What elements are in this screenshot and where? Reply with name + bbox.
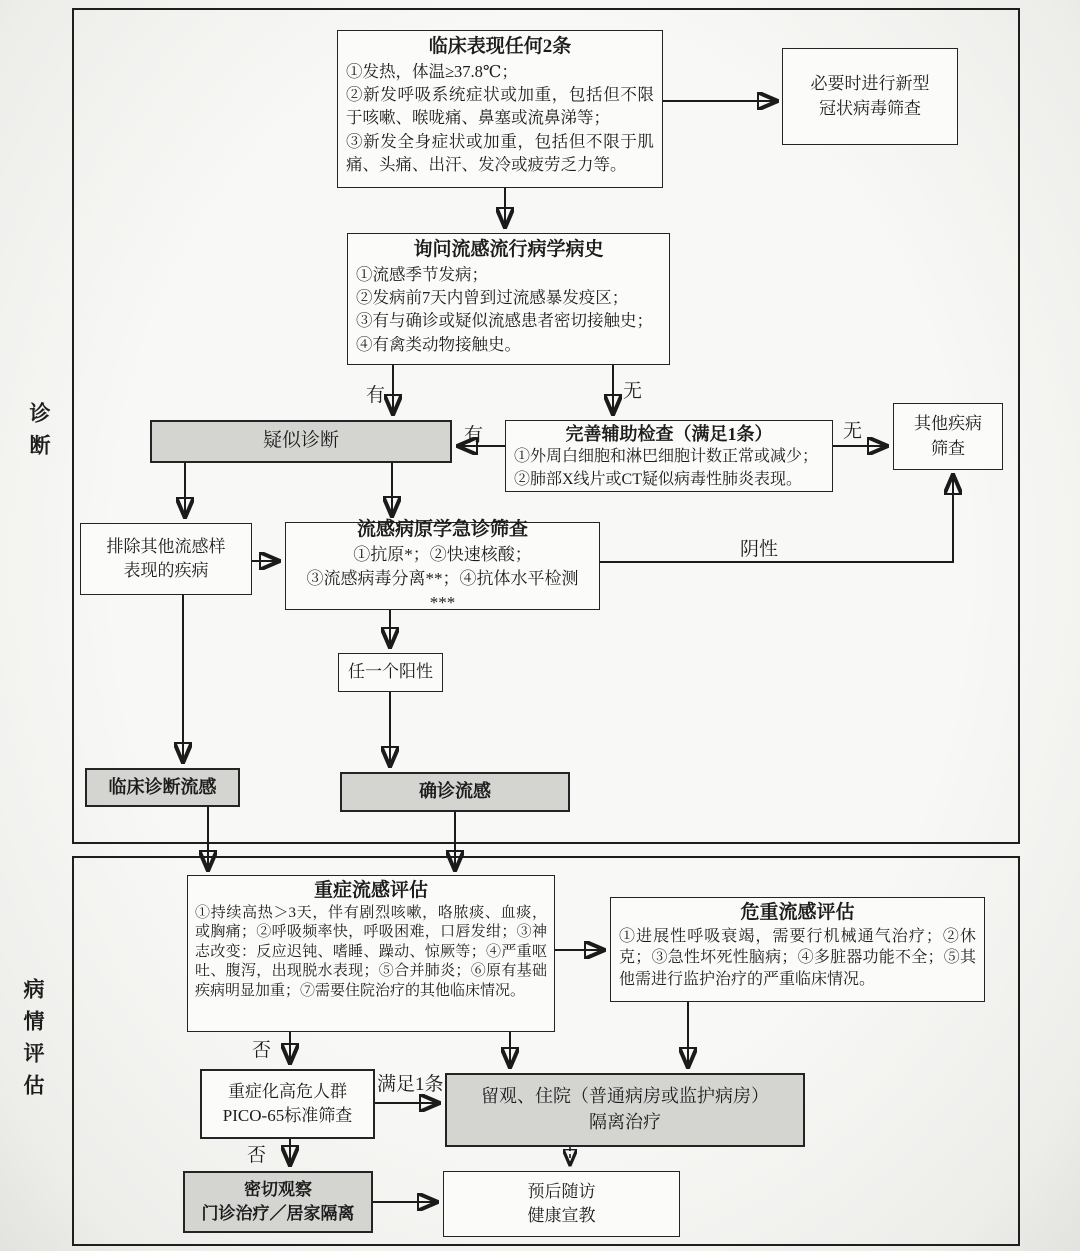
node-line: 预后随访 <box>527 1181 596 1201</box>
node-label: 确诊流感 <box>419 781 491 802</box>
node-any-positive <box>338 653 443 692</box>
node-line: 门诊治疗／居家隔离 <box>201 1204 355 1223</box>
node-item: ④有禽类动物接触史。 <box>356 334 521 354</box>
node-label: 疑似诊断 <box>262 430 339 452</box>
node-line: 健康宣教 <box>527 1206 596 1225</box>
node-auxiliary-exams <box>505 420 833 492</box>
node-high-risk-screening <box>200 1069 375 1139</box>
node-title: 重症流感评估 <box>313 880 428 901</box>
node-item: ①发热，体温≥37.8℃； <box>346 61 518 81</box>
node-item: ②肺部X线片或CT疑似病毒性肺炎表现。 <box>514 471 803 489</box>
node-title: 临床表现任何2条 <box>428 36 572 57</box>
node-title: 危重流感评估 <box>740 902 855 923</box>
node-item: ②新发呼吸系统症状或加重，包括但不限于咳嗽、喉咙痛、鼻塞或流鼻涕等； <box>346 85 654 128</box>
edge-label-aux-negative: 无 <box>843 421 863 442</box>
node-critical-flu-assessment <box>610 897 985 1002</box>
node-etiology-screening <box>285 519 600 612</box>
edge-label-negative: 阴性 <box>740 539 779 560</box>
node-title: 流感病原学急诊筛查 <box>356 519 528 540</box>
node-item: ③有与确诊或疑似流感患者密切接触史； <box>356 311 653 331</box>
node-clinical-diagnosed-flu <box>85 768 240 807</box>
section-label-diagnosis: 诊断 <box>27 402 51 466</box>
edge-label-aux-positive: 有 <box>464 425 484 446</box>
node-line: 隔离治疗 <box>589 1112 661 1132</box>
node-line: PICO-65标准筛查 <box>222 1106 353 1125</box>
node-line: 表现的疾病 <box>123 561 209 580</box>
node-line: 重症化高危人群 <box>228 1081 347 1101</box>
node-title: 询问流感流行病学病史 <box>413 239 604 260</box>
node-label: 任一个阳性 <box>348 662 433 682</box>
node-line: 冠状病毒筛查 <box>819 98 921 118</box>
edge-label-no-history: 无 <box>623 381 643 402</box>
node-text: ①进展性呼吸衰竭，需要行机械通气治疗；②休克；③急性坏死性脑病；④多脏器功能不全；⑤其他需进行监护治疗的严重临床情况。 <box>619 927 976 989</box>
node-line: 其他疾病 <box>914 414 982 434</box>
node-covid-screening <box>782 48 958 145</box>
node-epidemiology-history <box>347 233 670 365</box>
node-confirmed-flu <box>340 772 570 812</box>
node-item: ②发病前7天内曾到过流感暴发疫区； <box>356 288 629 308</box>
node-label: 临床诊断流感 <box>108 776 217 797</box>
node-exclude-ili <box>80 523 252 595</box>
edge-label-meets-one: 满足1条 <box>377 1074 444 1095</box>
node-line: 密切观察 <box>244 1179 312 1199</box>
node-clinical-criteria <box>337 30 663 188</box>
node-line: 留观、住院（普通病房或监护病房） <box>481 1086 769 1107</box>
edge-label-not-high-risk: 否 <box>247 1145 267 1166</box>
node-observation-hospitalization <box>445 1073 805 1147</box>
node-line: ①抗原*；②快速核酸； <box>353 544 532 564</box>
edge-label-has-history: 有 <box>366 385 386 406</box>
node-item: ①流感季节发病； <box>356 264 488 284</box>
node-text: ①持续高热＞3天，伴有剧烈咳嗽，咯脓痰、血痰，或胸痛；②呼吸频率快，呼吸困难，口唇发绀；③神志改变：反应迟钝、嗜睡、躁动、惊厥等；④严重呕吐、腹泻，出现脱水表现；⑤合并肺炎；⑥原有基础疾病明显加重；⑦需要住院治疗的其他临床情况。 <box>195 904 547 999</box>
node-line: ③流感病毒分离**；④抗体水平检测*** <box>306 568 579 612</box>
node-line: 排除其他流感样 <box>106 536 226 556</box>
node-line: 筛查 <box>931 438 965 458</box>
node-title: 完善辅助检查（满足1条） <box>565 424 773 444</box>
section-label-assessment: 病情评估 <box>21 978 45 1106</box>
node-suspected-diagnosis <box>150 420 452 463</box>
node-item: ③新发全身症状或加重，包括但不限于肌痛、头痛、出汗、发冷或疲劳乏力等。 <box>346 131 654 175</box>
node-close-observation <box>183 1171 373 1233</box>
edge-label-not-severe: 否 <box>252 1040 272 1061</box>
node-other-disease-screening <box>893 403 1003 470</box>
node-line: 必要时进行新型 <box>810 74 930 94</box>
node-severe-flu-assessment <box>187 875 555 1032</box>
node-item: ①外周白细胞和淋巴细胞计数正常或减少； <box>514 448 819 466</box>
node-followup-education <box>443 1171 680 1237</box>
